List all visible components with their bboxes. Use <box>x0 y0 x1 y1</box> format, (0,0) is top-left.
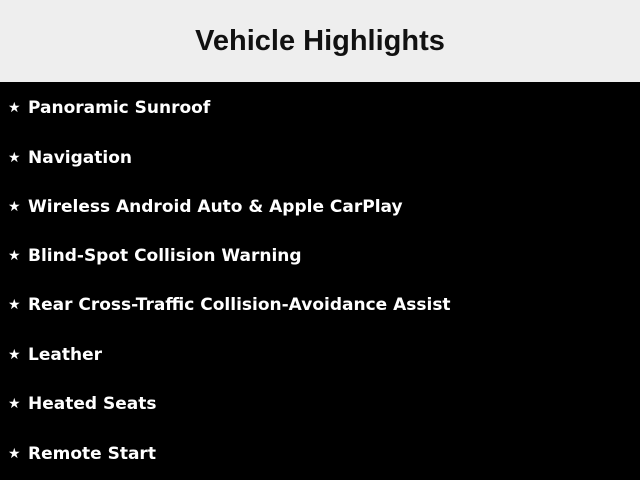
highlight-label: Leather <box>28 345 102 365</box>
star-icon: ★ <box>8 297 21 313</box>
highlight-label: Heated Seats <box>28 394 157 414</box>
header-bar <box>0 0 640 82</box>
highlight-item <box>8 391 156 417</box>
highlight-item <box>8 243 302 269</box>
highlight-label: Remote Start <box>28 444 156 464</box>
highlight-item <box>8 292 451 318</box>
highlight-item <box>8 441 156 467</box>
highlights-list <box>0 82 640 480</box>
highlight-item <box>8 95 210 121</box>
star-icon: ★ <box>8 347 21 363</box>
star-icon: ★ <box>8 199 21 215</box>
highlight-label: Navigation <box>28 148 132 168</box>
star-icon: ★ <box>8 150 21 166</box>
highlight-item <box>8 145 132 171</box>
star-icon: ★ <box>8 446 21 462</box>
highlight-label: Rear Cross-Traffic Collision-Avoidance Assist <box>28 295 451 315</box>
highlight-label: Panoramic Sunroof <box>28 98 211 118</box>
highlight-item <box>8 194 403 220</box>
highlight-item <box>8 342 102 368</box>
star-icon: ★ <box>8 100 21 116</box>
star-icon: ★ <box>8 248 21 264</box>
highlight-label: Blind-Spot Collision Warning <box>28 246 302 266</box>
highlight-label: Wireless Android Auto & Apple CarPlay <box>28 197 403 217</box>
star-icon: ★ <box>8 396 21 412</box>
page-title: Vehicle Highlights <box>195 24 445 57</box>
